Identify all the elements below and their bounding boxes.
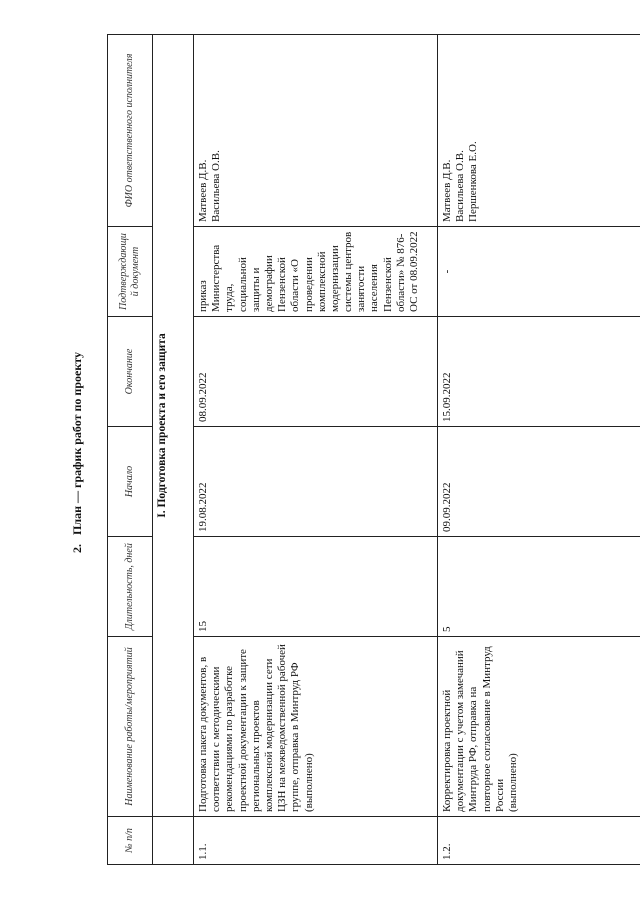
header-duration: Длительность, дней [108,537,153,637]
table-row [438,35,640,865]
row-status: (выполнено) [506,753,519,812]
header-end: Окончание [108,317,153,427]
row-duration: 5 [438,537,640,637]
row-end: 15.09.2022 [438,317,640,427]
row-document: - [438,227,640,317]
responsible-name: Першенкова Е.О. [467,141,480,222]
stage-empty-cell [153,817,194,865]
table-row [194,35,438,865]
header-document: Подтверждающий документ [108,227,153,317]
row-responsible-cell [194,35,438,227]
section-number: 2. [70,543,84,553]
header-name: Наименование работы/мероприятий [108,637,153,817]
row-start: 19.08.2022 [194,427,438,537]
row-name: Подготовка пакета документов, в соответствии с методическими рекомендациями по разработке проектной документации к защите региональных проектов комплексной модернизации сети ЦЗН на межведомственной рабочей группе, отправка в Минтруд РФ [197,644,302,812]
row-name-cell [194,637,438,817]
header-start: Начало [108,427,153,537]
row-name: Корректировка проектной документации с учетом замечаний Минтруда РФ, отправка на повторное согласование в Минтруд России [441,646,506,812]
responsible-name: Матвеев Д.В. [441,159,453,222]
row-duration: 15 [194,537,438,637]
row-num: 1.1. [194,817,438,865]
row-name-cell [438,637,640,817]
header-responsible: ФИО ответственного исполнителя [108,35,153,227]
responsible-name: Васильева О.В. [210,150,223,222]
table-header-row [108,35,153,865]
header-num: № п/п [108,817,153,865]
stage-row [153,35,194,865]
responsible-name: Васильева О.В. [454,150,467,222]
work-plan-table [107,34,640,865]
row-document: приказ Министерства труда, социальной защиты и демографии Пензенской области «О проведении комплексной модернизации системы центров занятости населения Пензенской области» № 876-ОС от 08.09.2022 [194,227,438,317]
row-end: 08.09.2022 [194,317,438,427]
row-num: 1.2. [438,817,640,865]
responsible-name: Матвеев Д.В. [197,159,209,222]
section-title-text: План — график работ по проекту [70,352,84,535]
section-title [70,0,85,905]
row-status: (выполнено) [302,753,315,812]
row-responsible-cell [438,35,640,227]
stage-title: I. Подготовка проекта и его защита [153,35,194,817]
row-start: 09.09.2022 [438,427,640,537]
